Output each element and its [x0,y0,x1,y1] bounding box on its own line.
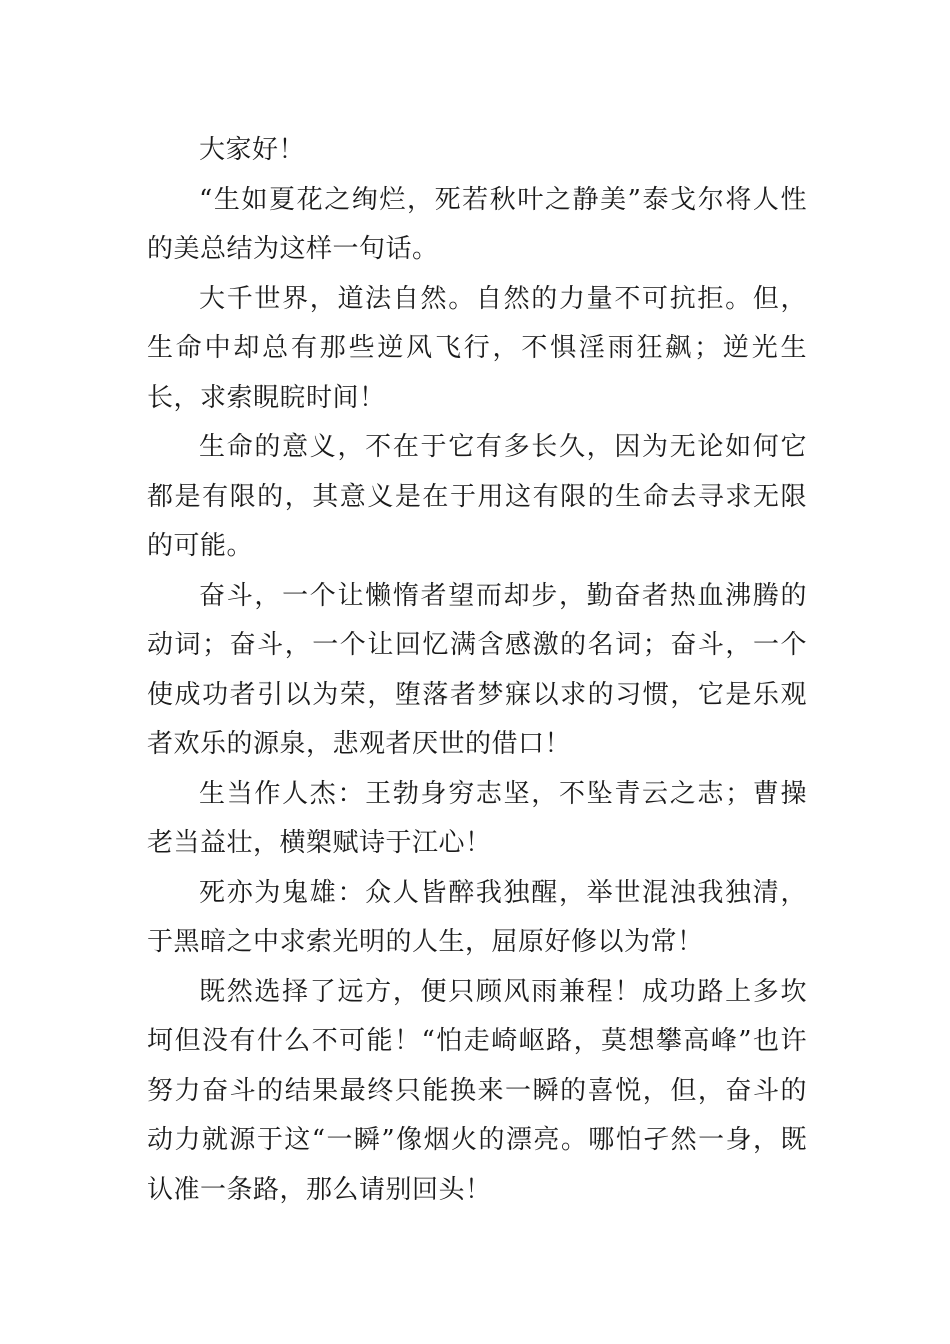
paragraph-greeting: 大家好！ [199,135,306,165]
document-body [147,126,807,1215]
paragraph-die-as-ghost-hero: 死亦为鬼雄：众人皆醉我独醒，举世混浊我独清，于黑暗之中求索光明的人生，屈原好修以为常！ [147,877,807,957]
paragraph-meaning-of-life: 生命的意义，不在于它有多长久，因为无论如何它都是有限的，其意义是在于用这有限的生命去寻求无限的可能。 [147,432,807,561]
paragraph-nature: 大千世界，道法自然。自然的力量不可抗拒。但，生命中却总有那些逆风飞行，不惧淫雨狂飙；逆光生长，求索睍睆时间！ [147,283,807,413]
paragraph-struggle: 奋斗，一个让懒惰者望而却步，勤奋者热血沸腾的动词；奋斗，一个让回忆满含感激的名词；奋斗，一个使成功者引以为荣，堕落者梦寐以求的习惯，它是乐观者欢乐的源泉，悲观者厌世的借口！ [147,580,807,759]
paragraph-conclusion: 既然选择了远方，便只顾风雨兼程！成功路上多坎坷但没有什么不可能！“怕走崎岖路，莫想攀高峰”也许努力奋斗的结果最终只能换来一瞬的喜悦，但，奋斗的动力就源于这“一瞬”像烟火的漂亮。哪怕孑然一身，既认准一条路，那么请别回头！ [147,976,807,1205]
paragraph-tagore-quote: “生如夏花之绚烂，死若秋叶之静美”泰戈尔将人性的美总结为这样一句话。 [147,184,807,264]
paragraph-live-as-hero: 生当作人杰：王勃身穷志坚，不坠青云之志；曹操老当益壮，横槊赋诗于江心！ [147,778,807,858]
